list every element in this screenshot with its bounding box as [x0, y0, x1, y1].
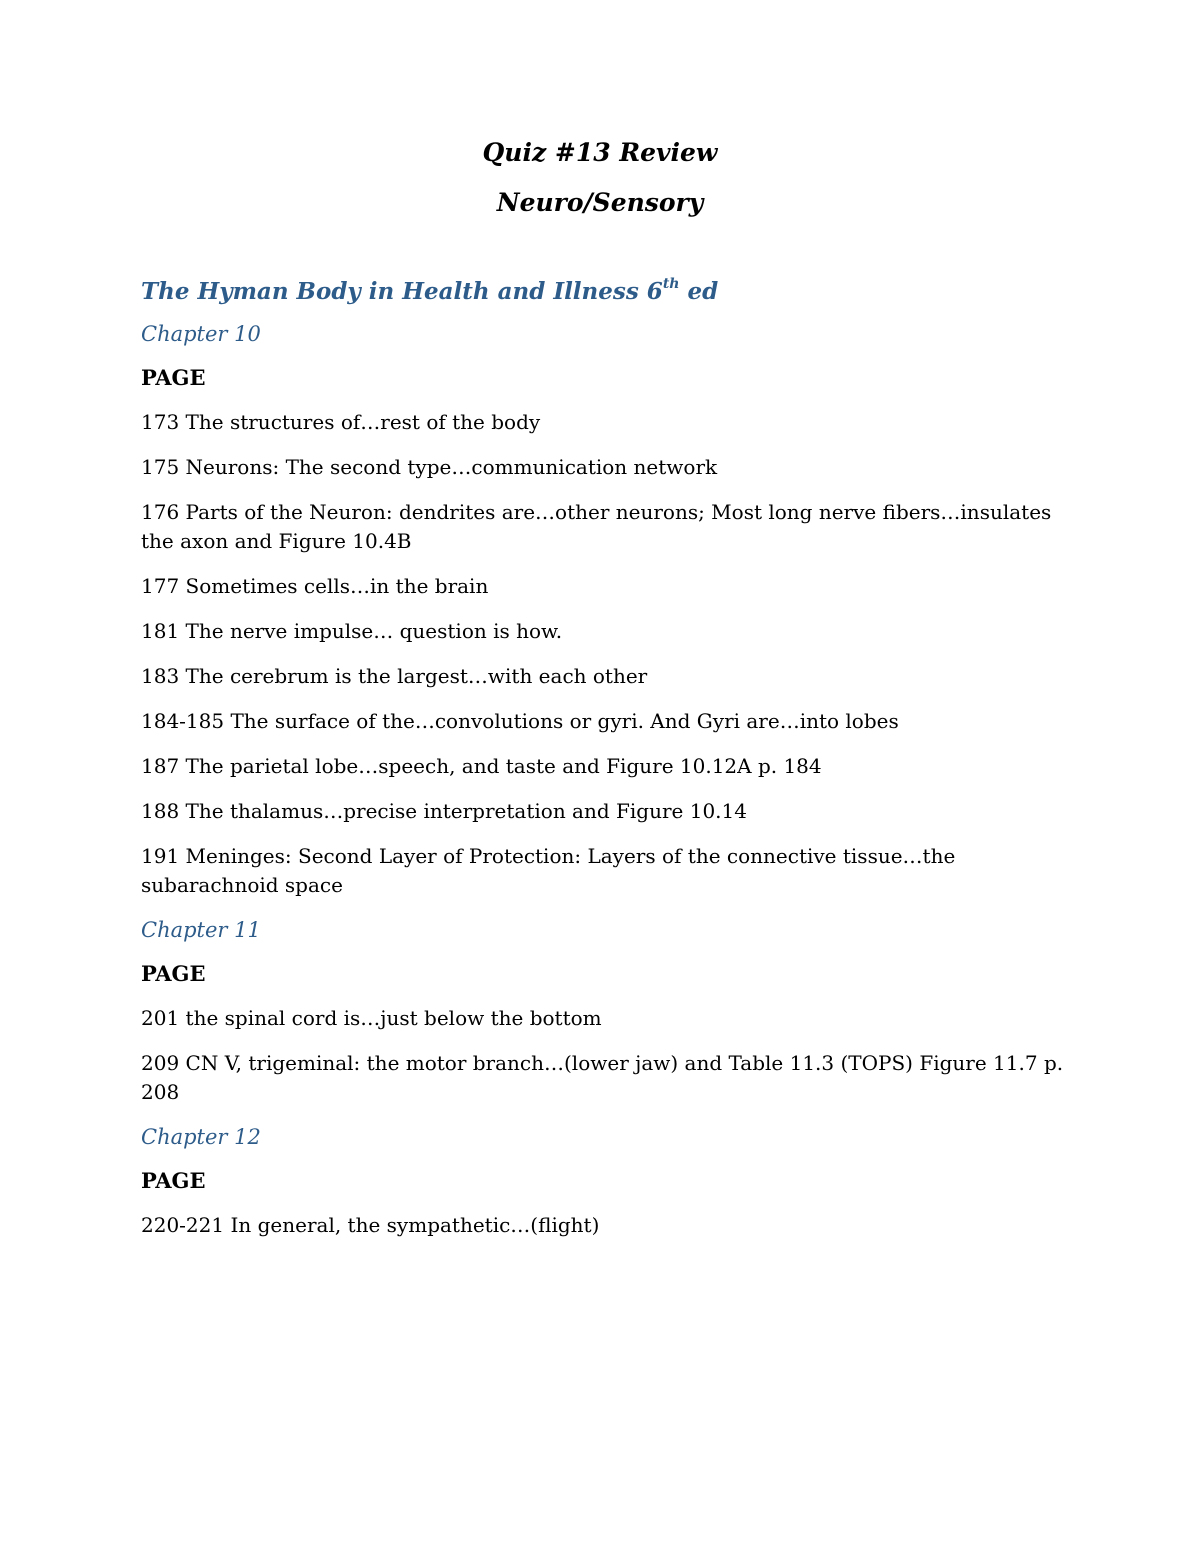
- reading-entry: 191 Meninges: Second Layer of Protection: Layers of the connective tissue…the subarachnoid space: [141, 844, 956, 897]
- page-label: PAGE: [141, 1168, 206, 1193]
- reading-entry: 176 Parts of the Neuron: dendrites are…other neurons; Most long nerve fibers…insulates the axon and Figure 10.4B: [141, 500, 1052, 553]
- page-label: PAGE: [141, 961, 206, 986]
- book-title-main: The Hyman Body in Health and Illness 6: [141, 278, 663, 305]
- page-label: PAGE: [141, 365, 206, 390]
- reading-entry: 220-221 In general, the sympathetic…(flight): [141, 1213, 600, 1237]
- chapter-section-11: [141, 916, 1071, 1107]
- chapter-section-10: [141, 320, 1071, 900]
- document-subtitle: Neuro/Sensory: [496, 188, 704, 217]
- book-title-end: ed: [679, 278, 719, 305]
- reading-entry: 177 Sometimes cells…in the brain: [141, 574, 489, 598]
- chapter-heading: Chapter 11: [141, 918, 261, 942]
- reading-entry: 173 The structures of…rest of the body: [141, 410, 541, 434]
- chapter-heading: Chapter 12: [141, 1125, 261, 1149]
- document-page: [141, 138, 1071, 1256]
- chapter-heading: Chapter 10: [141, 322, 261, 346]
- reading-entry: 183 The cerebrum is the largest…with each other: [141, 664, 648, 688]
- reading-entry: 175 Neurons: The second type…communication network: [141, 455, 718, 479]
- reading-entry: 187 The parietal lobe…speech, and taste and Figure 10.12A p. 184: [141, 754, 822, 778]
- reading-entry: 201 the spinal cord is…just below the bottom: [141, 1006, 602, 1030]
- reading-entry: 209 CN V, trigeminal: the motor branch…(lower jaw) and Table 11.3 (TOPS) Figure 11.7 p. 208: [141, 1051, 1064, 1104]
- book-title: [141, 277, 1071, 307]
- reading-entry: 181 The nerve impulse… question is how.: [141, 619, 563, 643]
- document-title: Quiz #13 Review: [482, 138, 718, 167]
- book-title-superscript: th: [662, 276, 680, 293]
- reading-entry: 184-185 The surface of the…convolutions or gyri. And Gyri are…into lobes: [141, 709, 899, 733]
- chapter-section-12: [141, 1123, 1071, 1240]
- reading-entry: 188 The thalamus…precise interpretation and Figure 10.14: [141, 799, 747, 823]
